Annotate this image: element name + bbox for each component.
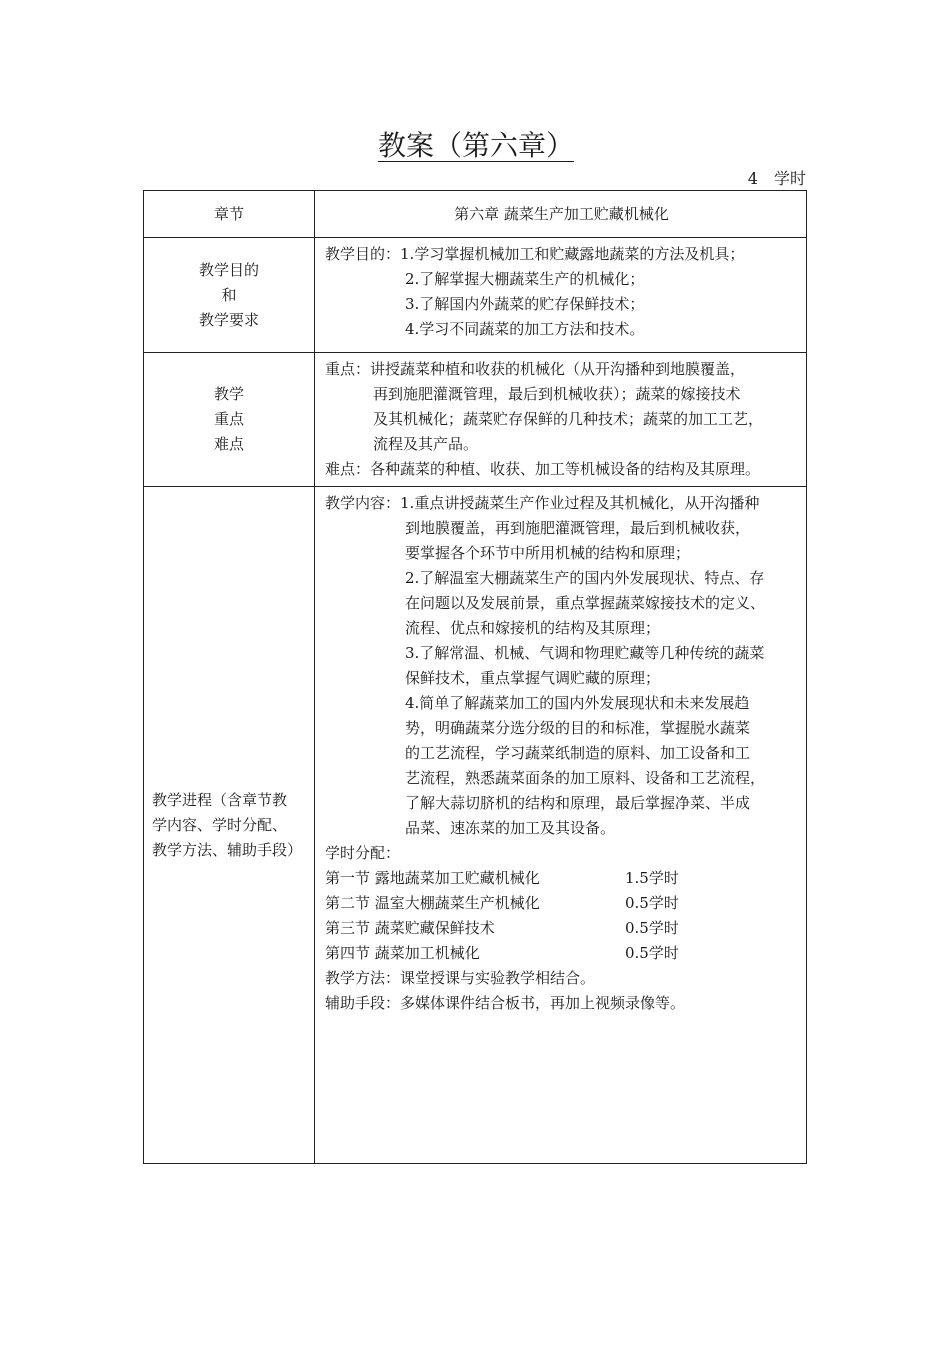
method-line: 教学方法：课堂授课与实验教学相结合。 (325, 969, 596, 987)
schedule-hours: 0.5学时 (625, 944, 679, 962)
hours-unit: 学时 (773, 169, 806, 188)
schedule-row (325, 866, 798, 891)
key-line: 讲授蔬菜种植和收获的机械化（从开沟播种到地膜覆盖， (370, 360, 746, 378)
lesson-plan-table (143, 190, 807, 1164)
schedule-section: 第四节 蔬菜加工机械化 (325, 944, 480, 962)
process-label (144, 487, 315, 1164)
content-line: 势，明确蔬菜分选分级的目的和标准，掌握脱水蔬菜 (405, 719, 751, 737)
schedule-row (325, 941, 798, 966)
content-prefix: 教学内容： (325, 494, 401, 512)
key-label-line: 重点 (213, 410, 244, 428)
content-line: 1.重点讲授蔬菜生产作业过程及其机械化，从开沟播种 (400, 494, 760, 512)
content-line: 在问题以及发展前景，重点掌握蔬菜嫁接技术的定义、 (405, 594, 766, 612)
goal-content (315, 238, 807, 353)
content-line: 了解大蒜切脐机的结构和原理，最后掌握净菜、半成 (405, 794, 751, 812)
process-row (144, 487, 807, 1164)
process-label-line: 教学进程（含章节教 (152, 790, 288, 809)
content-line: 保鲜技术，重点掌握气调贮藏的原理； (405, 669, 661, 687)
goal-prefix: 教学目的： (325, 245, 401, 263)
schedule-hours: 0.5学时 (625, 919, 679, 937)
content-line: 要掌握各个环节中所用机械的结构和原理； (405, 544, 691, 562)
schedule-row (325, 916, 798, 941)
process-label-line: 教学方法、辅助手段） (152, 840, 303, 859)
goal-item: 1.学习掌握机械加工和贮藏露地蔬菜的方法及机具； (400, 245, 745, 263)
schedule-section: 第一节 露地蔬菜加工贮藏机械化 (325, 869, 540, 887)
key-points-label (144, 353, 315, 487)
schedule-row (325, 891, 798, 916)
chapter-row (144, 191, 807, 238)
goal-label-line: 教学要求 (198, 310, 259, 329)
schedule-hours: 1.5学时 (625, 869, 679, 887)
content-line: 品菜、速冻菜的加工及其设备。 (405, 819, 616, 837)
goal-row (144, 238, 807, 353)
schedule-section: 第三节 蔬菜贮藏保鲜技术 (325, 919, 495, 937)
hours-label (748, 166, 806, 189)
key-prefix: 重点： (325, 360, 371, 378)
process-label-line: 学内容、学时分配、 (152, 815, 288, 834)
hours-number: 4 (747, 169, 758, 188)
content-line: 的工艺流程，学习蔬菜纸制造的原料、加工设备和工 (405, 744, 751, 762)
goal-item: 2.了解掌握大棚蔬菜生产的机械化； (405, 270, 645, 288)
schedule-title: 学时分配： (325, 844, 401, 862)
key-label-line: 难点 (213, 435, 244, 453)
content-line: 到地膜覆盖，再到施肥灌溉管理，最后到机械收获， (405, 519, 751, 537)
chapter-label: 章节 (144, 191, 315, 238)
key-points-content (315, 353, 807, 487)
chapter-value: 第六章 蔬菜生产加工贮藏机械化 (315, 191, 807, 238)
aids-line: 辅助手段：多媒体课件结合板书，再加上视频录像等。 (325, 994, 686, 1012)
schedule-section: 第二节 温室大棚蔬菜生产机械化 (325, 894, 540, 912)
process-content (315, 487, 807, 1164)
key-label-line: 教学 (213, 385, 244, 403)
content-line: 艺流程，熟悉蔬菜面条的加工原料、设备和工艺流程， (405, 769, 766, 787)
difficulty-line: 难点：各种蔬菜的种植、收获、加工等机械设备的结构及其原理。 (325, 460, 761, 478)
goal-item: 4.学习不同蔬菜的加工方法和技术。 (405, 320, 645, 338)
goal-label-line: 和 (221, 285, 237, 304)
schedule-hours: 0.5学时 (625, 894, 679, 912)
content-line: 流程、优点和嫁接机的结构及其原理； (405, 619, 661, 637)
key-line: 流程及其产品。 (373, 435, 479, 453)
key-points-row (144, 353, 807, 487)
key-line: 再到施肥灌溉管理，最后到机械收获）；蔬菜的嫁接技术 (373, 385, 741, 403)
goal-label-line: 教学目的 (198, 260, 259, 279)
content-line: 2.了解温室大棚蔬菜生产的国内外发展现状、特点、存 (405, 569, 765, 587)
goal-item: 3.了解国内外蔬菜的贮存保鲜技术； (405, 295, 645, 313)
content-line: 3.了解常温、机械、气调和物理贮藏等几种传统的蔬菜 (405, 644, 765, 662)
page-title: 教案（第六章） (377, 129, 574, 162)
goal-label (144, 238, 315, 353)
content-line: 4.简单了解蔬菜加工的国内外发展现状和未来发展趋 (405, 694, 750, 712)
key-line: 及其机械化；蔬菜贮存保鲜的几种技术；蔬菜的加工工艺， (373, 410, 764, 428)
